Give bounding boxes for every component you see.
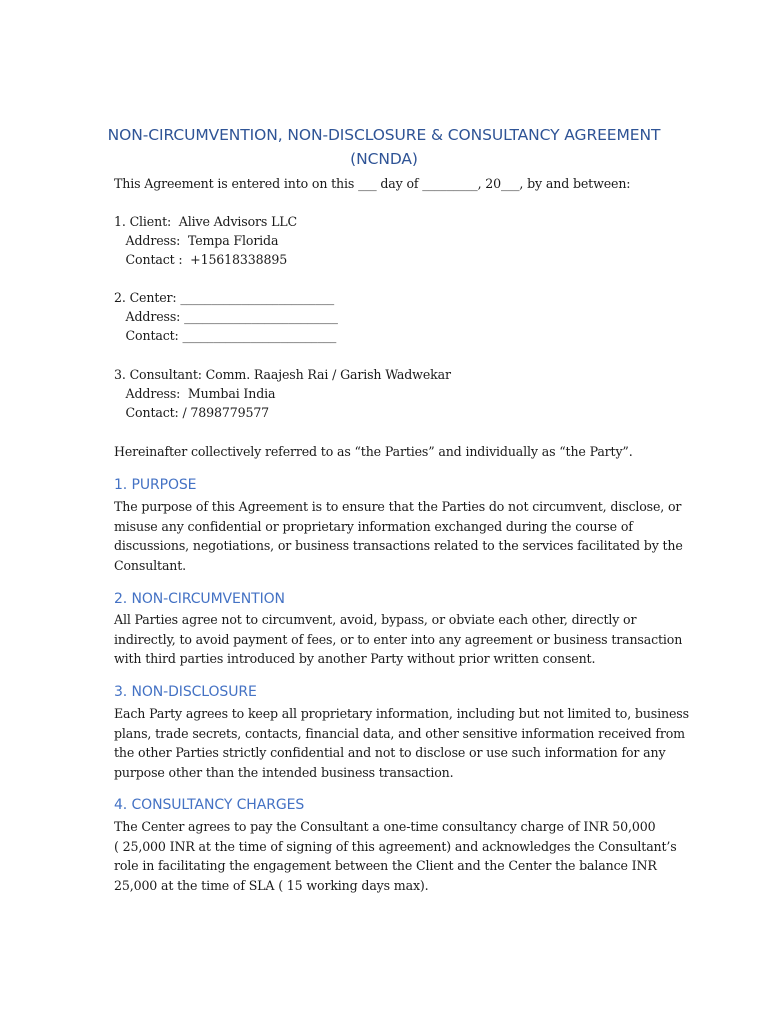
consultant-contact: Contact: / 7898779577 — [114, 405, 270, 420]
paragraph-line: with third parties introduced by another Party without prior written consent. — [114, 651, 596, 666]
section-body-non-disclosure — [114, 704, 689, 782]
consultant-address: Address: Mumbai India — [114, 386, 276, 401]
section-heading-consultancy-charges: 4. CONSULTANCY CHARGES — [114, 797, 305, 813]
paragraph-line: 25,000 at the time of SLA ( 15 working days max). — [114, 877, 429, 893]
client-address: Address: Tempa Florida — [114, 233, 279, 248]
paragraph-line: purpose other than the intended business transaction. — [114, 764, 454, 780]
client-contact: Contact : +15618338895 — [114, 252, 288, 267]
consultant-line: 3. Consultant: Comm. Raajesh Rai / Garish Wadwekar — [114, 367, 451, 382]
section-heading-non-disclosure: 3. NON-DISCLOSURE — [114, 684, 257, 700]
collective-reference: Hereinafter collectively referred to as “the Parties” and individually as “the Party”. — [114, 444, 633, 459]
center-contact: Contact: _________________________ — [114, 328, 337, 343]
paragraph-line: The Center agrees to pay the Consultant a one-time consultancy charge of INR 50,000 — [114, 819, 656, 834]
section-heading-non-circumvention: 2. NON-CIRCUMVENTION — [114, 591, 285, 607]
section-heading-purpose: 1. PURPOSE — [114, 477, 197, 493]
paragraph-line: ( 25,000 INR at the time of signing of this agreement) and acknowledges the Consultant’s — [114, 838, 677, 854]
section-body-consultancy-charges — [114, 817, 677, 895]
document-title-line-1: NON-CIRCUMVENTION, NON-DISCLOSURE & CONSULTANCY AGREEMENT — [107, 126, 661, 144]
section-body-non-circumvention — [114, 610, 683, 669]
paragraph-line: All Parties agree not to circumvent, avoid, bypass, or obviate each other, directly or — [114, 612, 637, 627]
document-title — [100, 123, 668, 171]
paragraph-line: The purpose of this Agreement is to ensure that the Parties do not circumvent, disclose, or — [114, 499, 682, 514]
paragraph-line: Each Party agrees to keep all proprietary information, including but not limited to, business — [114, 706, 689, 721]
document-title-line-2: (NCNDA) — [350, 150, 418, 168]
intro-text: This Agreement is entered into on this ___ day of _________, 20___, by and between: — [114, 176, 631, 191]
paragraph-line: role in facilitating the engagement between the Client and the Center the balance INR — [114, 858, 657, 873]
paragraph-line: discussions, negotiations, or business transactions related to the services facilitated by the — [114, 538, 683, 553]
center-address: Address: _________________________ — [114, 309, 338, 324]
paragraph-line: indirectly, to avoid payment of fees, or to enter into any agreement or business transaction — [114, 631, 683, 647]
paragraph-line: the other Parties strictly confidential and not to disclose or use such information for any — [114, 745, 666, 760]
center-line: 2. Center: _________________________ — [114, 290, 335, 305]
paragraph-line: plans, trade secrets, contacts, financial data, and other sensitive information received from — [114, 725, 685, 741]
section-body-purpose — [114, 497, 683, 575]
paragraph-line: Consultant. — [114, 557, 187, 573]
paragraph-line: misuse any confidential or proprietary information exchanged during the course of — [114, 518, 633, 534]
client-line: 1. Client: Alive Advisors LLC — [114, 214, 297, 229]
